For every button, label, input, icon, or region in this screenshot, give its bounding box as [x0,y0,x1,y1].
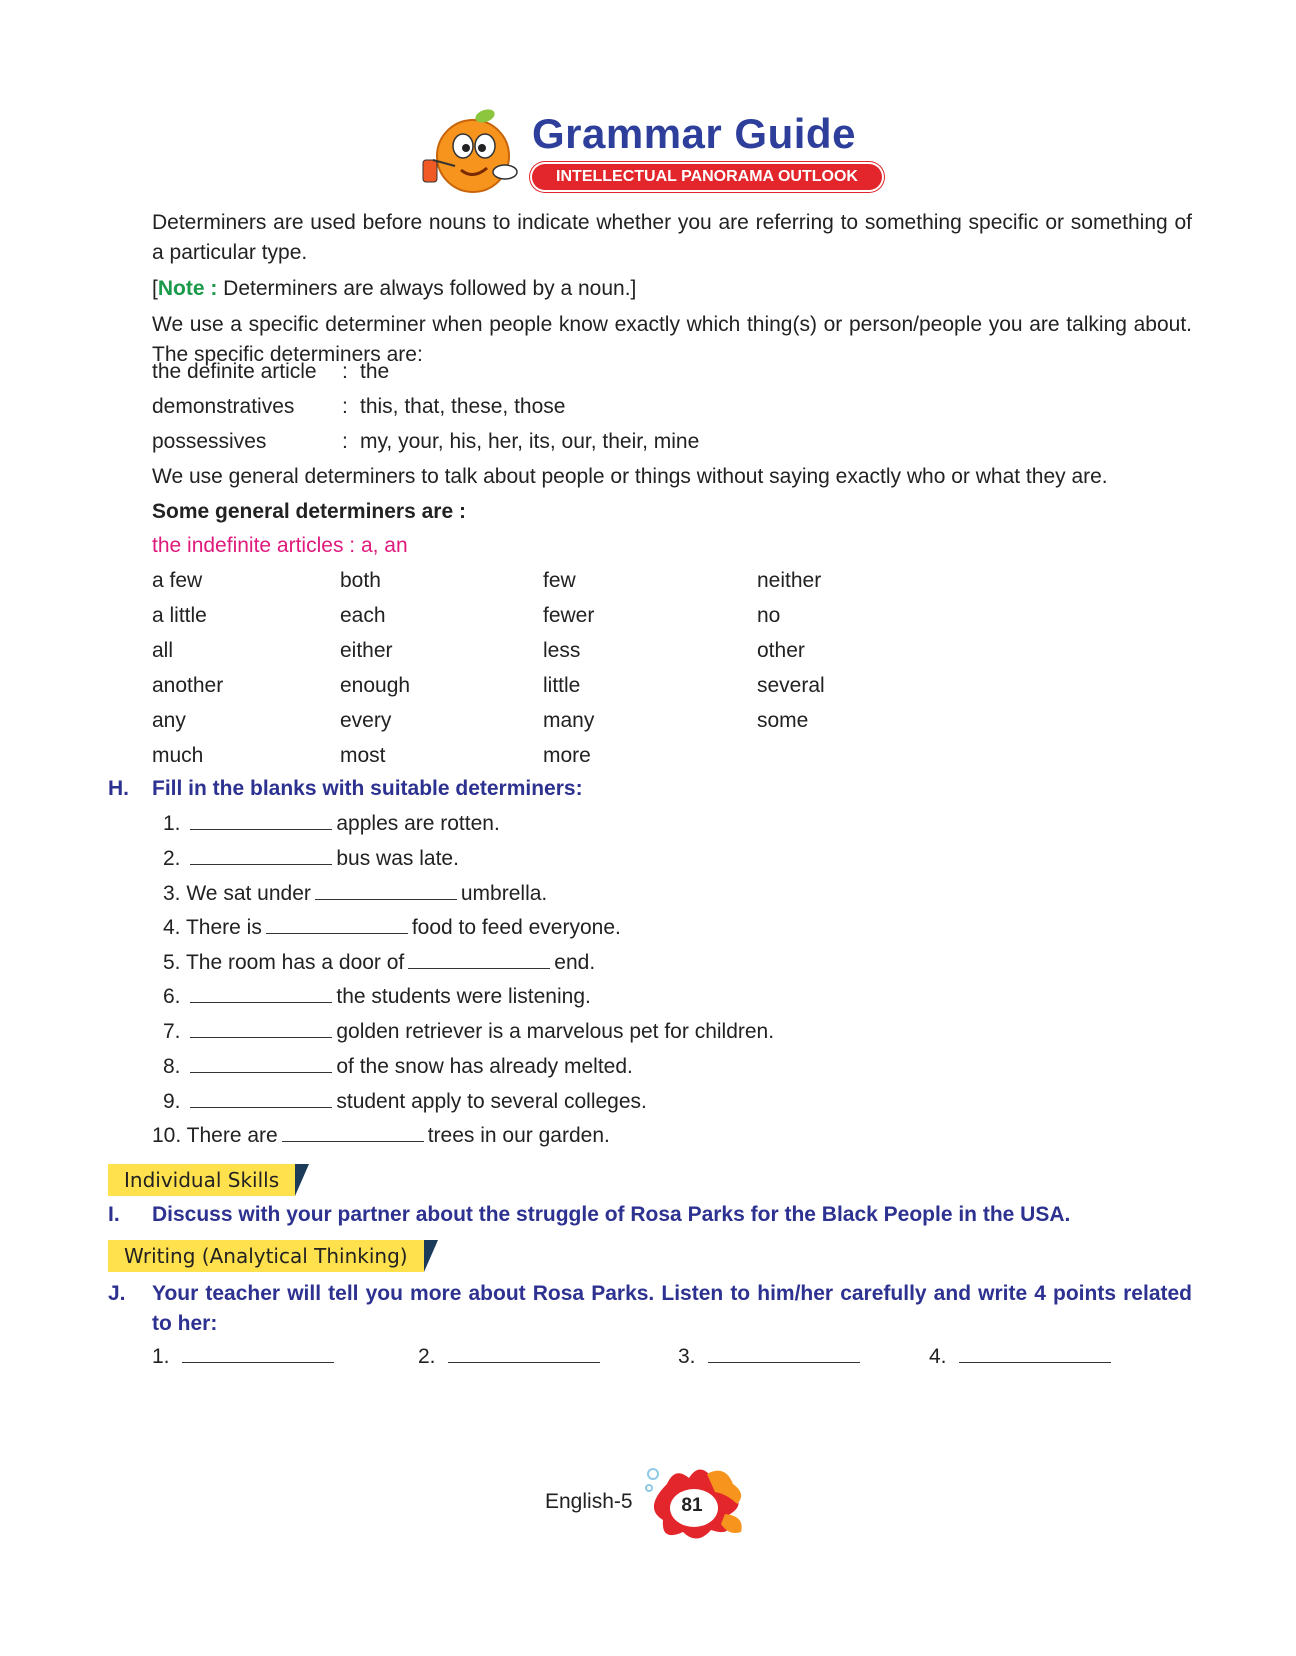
specific-colon: : [342,395,348,418]
item-before: There are [186,1124,278,1147]
item-after: the students were listening. [336,985,591,1008]
item-after: end. [554,951,596,974]
item-after: food to feed everyone. [411,916,621,939]
exercise-j-text: Your teacher will tell you more about Rosa Parks. Listen to him/her carefully and write 4 points related to her: [152,1282,1192,1335]
exercise-item [152,1121,610,1151]
exercise-j-heading [108,1279,1192,1335]
exercise-item [163,1017,774,1047]
note-line [152,274,1192,304]
determiner-item: both [340,569,381,592]
determiner-item: more [543,744,591,767]
item-number: 7. [163,1020,181,1043]
exercise-item [163,948,595,978]
exercise-i-label: I. [108,1203,120,1226]
general-paragraph: We use general determiners to talk about people or things without saying exactly who or what they are. [152,465,1108,488]
item-number: 2. [163,847,181,870]
exercise-item [163,982,591,1012]
item-before: The room has a door of [185,951,405,974]
point-number: 1. [152,1345,170,1368]
item-number: 10. [152,1124,182,1147]
item-after: apples are rotten. [336,812,500,835]
general-heading: Some general determiners are : [152,500,466,523]
individual-skills-tag: Individual Skills [108,1164,295,1196]
point-blank[interactable] [448,1342,600,1363]
exercise-item [163,844,459,874]
writing-point [418,1342,600,1372]
writing-point [678,1342,860,1372]
determiner-item: fewer [543,604,595,627]
exercise-item [163,1087,647,1117]
item-after: of the snow has already melted. [336,1055,633,1078]
exercise-h-title: Fill in the blanks with suitable determiners: [152,777,583,800]
exercise-i-text: Discuss with your partner about the struggle of Rosa Parks for the Black People in the USA. [152,1203,1071,1226]
determiner-item: neither [757,569,822,592]
point-blank[interactable] [182,1342,334,1363]
item-after: student apply to several colleges. [336,1090,647,1113]
answer-blank[interactable] [190,1087,332,1108]
orange-mascot-icon [415,104,525,200]
exercise-h-label: H. [108,777,129,800]
exercise-item [163,809,500,839]
item-after: golden retriever is a marvelous pet for children. [336,1020,775,1043]
determiner-item: some [757,709,809,732]
determiner-item: other [757,639,805,662]
intro-section [152,208,1192,370]
point-blank[interactable] [959,1342,1111,1363]
determiner-item: a little [152,604,207,627]
writing-point [929,1342,1111,1372]
answer-blank[interactable] [266,913,408,934]
specific-value: this, that, these, those [360,395,566,418]
specific-colon: : [342,360,348,383]
book-name: English-5 [545,1490,633,1513]
item-number: 6. [163,985,181,1008]
indefinite-articles: the indefinite articles : a, an [152,534,408,557]
determiner-item: another [152,674,224,697]
page-number: 81 [681,1495,703,1516]
answer-blank[interactable] [408,948,550,969]
point-blank[interactable] [708,1342,860,1363]
item-after: bus was late. [336,847,459,870]
determiner-item: little [543,674,581,697]
specific-row [152,427,699,457]
header-logo [415,104,895,200]
point-number: 2. [418,1345,436,1368]
exercise-item [163,1052,633,1082]
exercise-i-heading [108,1200,1071,1230]
determiner-item: several [757,674,825,697]
specific-paragraph: We use a specific determiner when people know exactly which thing(s) or person/people you are talking about. The specific determiners are: [152,313,1192,366]
brand-title: Grammar Guide [532,110,856,157]
determiner-item: any [152,709,186,732]
specific-row [152,392,565,422]
exercise-h-heading [108,774,583,804]
item-number: 4. [163,916,181,939]
determiner-item: most [340,744,386,767]
determiner-column [152,566,223,776]
specific-value: my, your, his, her, its, our, their, mine [360,430,700,453]
item-number: 5. [163,951,181,974]
determiner-item: much [152,744,204,767]
item-number: 9. [163,1090,181,1113]
writing-point [152,1342,334,1372]
answer-blank[interactable] [190,844,332,865]
answer-blank[interactable] [190,1052,332,1073]
determiner-item: a few [152,569,203,592]
determiner-column [340,566,410,776]
item-after: umbrella. [460,882,548,905]
item-before: There is [185,916,262,939]
specific-term: possessives [152,430,267,453]
determiner-item: either [340,639,393,662]
specific-term: the definite article [152,360,317,383]
determiner-item: many [543,709,595,732]
specific-colon: : [342,430,348,453]
specific-term: demonstratives [152,395,295,418]
answer-blank[interactable] [315,879,457,900]
specific-row [152,357,389,387]
answer-blank[interactable] [190,809,332,830]
determiner-item: less [543,639,581,662]
item-number: 3. [163,882,181,905]
determiner-item: each [340,604,386,627]
determiner-item: no [757,604,781,627]
determiner-item: few [543,569,576,592]
exercise-j-label: J. [108,1282,126,1305]
note-label: Note : [157,277,218,300]
note-bracket: [ [152,277,158,300]
item-after: trees in our garden. [427,1124,610,1147]
determiner-item: all [152,639,174,662]
exercise-item [163,879,547,909]
determiner-item: enough [340,674,411,697]
answer-blank[interactable] [282,1121,424,1142]
determiner-column [543,566,594,776]
answer-blank[interactable] [190,982,332,1003]
specific-value: the [360,360,390,383]
page-footer [545,1464,765,1544]
point-number: 3. [678,1345,696,1368]
determiner-column [757,566,825,741]
item-number: 8. [163,1055,181,1078]
point-number: 4. [929,1345,947,1368]
note-text: Determiners are always followed by a noun.] [217,277,637,300]
brand-subtitle: INTELLECTUAL PANORAMA OUTLOOK [532,164,882,190]
intro-paragraph: Determiners are used before nouns to indicate whether you are referring to something specific or something of a particular type. [152,211,1192,264]
writing-tag: Writing (Analytical Thinking) [108,1240,424,1272]
exercise-item [163,913,621,943]
item-before: We sat under [186,882,311,905]
determiner-item: every [340,709,392,732]
answer-blank[interactable] [190,1017,332,1038]
item-number: 1. [163,812,181,835]
